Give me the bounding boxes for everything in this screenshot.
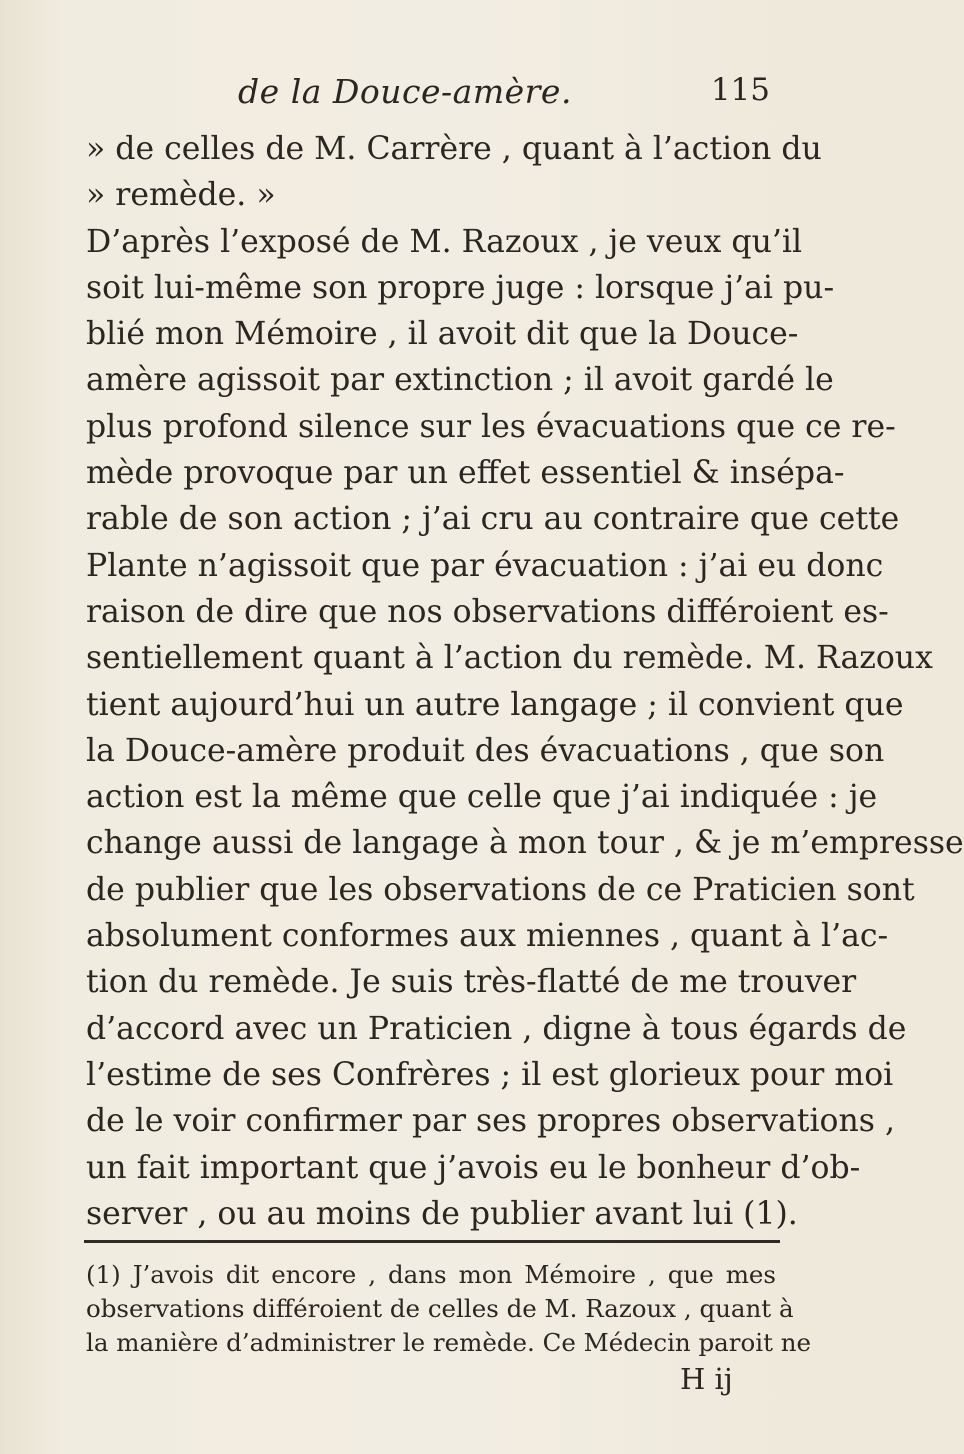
text-line: » remède. » xyxy=(86,177,276,214)
footnote xyxy=(86,1258,811,1360)
signature-mark: H ij xyxy=(680,1362,733,1396)
footnote-line: la manière d’administrer le remède. Ce Médecin paroit ne xyxy=(86,1328,811,1357)
text-line: amère agissoit par extinction ; il avoit gardé le xyxy=(86,362,834,399)
text-line: tion du remède. Je suis très-flatté de me trouver xyxy=(86,964,857,1001)
body-text xyxy=(86,126,964,1237)
text-line: de le voir confirmer par ses propres observations , xyxy=(86,1103,895,1140)
text-line: mède provoque par un effet essentiel & insépa- xyxy=(86,455,845,492)
text-line: d’accord avec un Praticien , digne à tous égards de xyxy=(86,1010,907,1047)
text-line: soit lui-même son propre juge : lorsque j’ai pu- xyxy=(86,269,835,306)
text-line: server , ou au moins de publier avant lui (1). xyxy=(86,1195,798,1232)
running-head xyxy=(60,72,780,112)
footnote-line: observations différoient de celles de M. Razoux , quant à xyxy=(86,1294,794,1323)
text-line: raison de dire que nos observations différoient es- xyxy=(86,593,889,630)
text-line: de publier que les observations de ce Praticien sont xyxy=(86,871,915,908)
text-line: sentiellement quant à l’action du remède. M. Razoux xyxy=(86,640,933,677)
footnote-divider xyxy=(84,1240,780,1243)
running-title: de la Douce-amère. xyxy=(238,72,572,111)
text-line: blié mon Mémoire , il avoit dit que la Douce- xyxy=(86,316,799,353)
text-line: Plante n’agissoit que par évacuation : j’ai eu donc xyxy=(86,547,884,584)
page-number: 115 xyxy=(710,72,770,108)
text-line: change aussi de langage à mon tour , & je m’empresse xyxy=(86,825,964,862)
text-line: action est la même que celle que j’ai indiquée : je xyxy=(86,779,878,816)
footnote-line: (1) J’avois dit encore , dans mon Mémoire , que mes xyxy=(86,1260,776,1289)
text-line: la Douce-amère produit des évacuations , que son xyxy=(86,732,885,769)
text-line: absolument conformes aux miennes , quant à l’ac- xyxy=(86,918,889,955)
text-line: tient aujourd’hui un autre langage ; il convient que xyxy=(86,686,904,723)
text-line: plus profond silence sur les évacuations que ce re- xyxy=(86,408,896,445)
text-line: rable de son action ; j’ai cru au contraire que cette xyxy=(86,501,900,538)
text-line: D’après l’exposé de M. Razoux , je veux qu’il xyxy=(86,223,803,260)
text-line: l’estime de ses Confrères ; il est glorieux pour moi xyxy=(86,1056,894,1093)
text-line: un fait important que j’avois eu le bonheur d’ob- xyxy=(86,1149,861,1186)
text-line: » de celles de M. Carrère , quant à l’action du xyxy=(86,131,822,167)
